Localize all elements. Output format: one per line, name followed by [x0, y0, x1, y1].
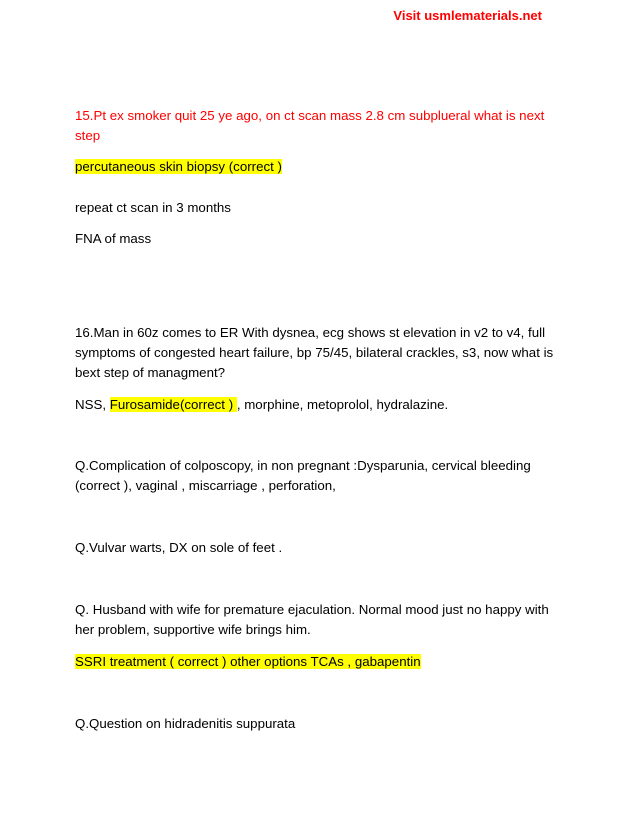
highlight-answer: Furosamide(correct ) [109, 397, 237, 412]
q-colposcopy-line-1: Q.Complication of colposcopy, in non pregnant :Dysparunia, cervical bleeding [75, 458, 531, 473]
q-husband-answer [75, 652, 575, 672]
highlight-answer: percutaneous skin biopsy (correct ) [75, 159, 282, 174]
q16-question-line-1: 16.Man in 60z comes to ER With dysnea, ecg shows st elevation in v2 to v4, full [75, 325, 546, 340]
q-husband-line-1: Q. Husband with wife for premature ejaculation. Normal mood just no happy with [75, 602, 549, 617]
q15-option-3: FNA of mass [75, 231, 152, 246]
q-hidradenitis-line-1: Q.Question on hidradenitis suppurata [75, 716, 296, 731]
q16-answer-prefix: NSS, [75, 397, 110, 412]
site-watermark: Visit usmlematerials.net [393, 8, 542, 23]
q15-option-2: repeat ct scan in 3 months [75, 200, 231, 215]
highlight-answer: SSRI treatment ( correct ) other options TCAs , gabapentin [75, 654, 421, 669]
q15-question-line-2: step [75, 128, 101, 143]
q16-answer-suffix: , morphine, metoprolol, hydralazine. [236, 397, 449, 412]
q-vulvar-line-1: Q.Vulvar warts, DX on sole of feet . [75, 540, 283, 555]
q16-question-line-3: bext step of managment? [75, 365, 226, 380]
q15-answer-correct [75, 157, 575, 177]
q-husband-line-2: her problem, supportive wife brings him. [75, 622, 311, 637]
q15-question-line-1: 15.Pt ex smoker quit 25 ye ago, on ct scan mass 2.8 cm subplueral what is next [75, 108, 545, 123]
q16-answer-line [75, 395, 575, 415]
q-colposcopy-line-2: (correct ), vaginal , miscarriage , perforation, [75, 478, 336, 493]
q16-question-line-2: symptoms of congested heart failure, bp 75/45, bilateral crackles, s3, now what is [75, 345, 554, 360]
